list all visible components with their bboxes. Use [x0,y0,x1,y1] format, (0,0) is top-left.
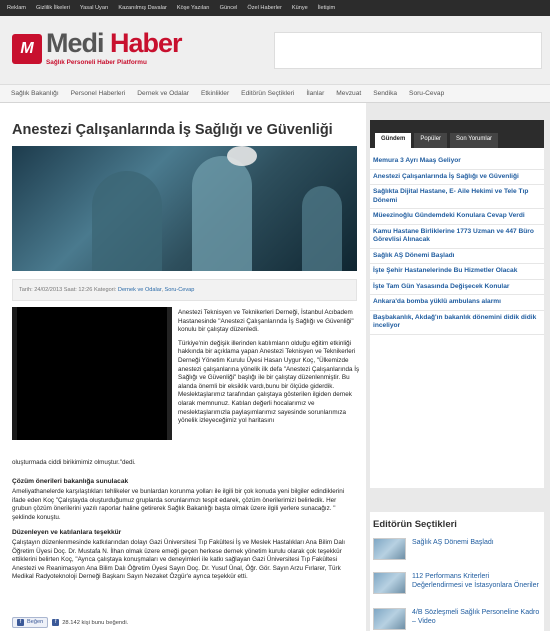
top-link-kose[interactable]: Köşe Yazıları [176,5,210,11]
top-link-yasal[interactable]: Yasal Uyarı [79,5,109,11]
top-link-reklam[interactable]: Reklam [7,5,26,11]
nav-item-personel[interactable]: Personel Haberleri [70,90,126,97]
top-link-kunye[interactable]: Künye [291,5,308,11]
editor-pick-item[interactable] [373,608,541,630]
logo-mark-icon: M [12,34,42,64]
facebook-icon: f [52,619,59,626]
nav-item-saglik-bakanligi[interactable]: Sağlık Bakanlığı [11,90,59,97]
meta-category-soru[interactable]: Soru-Cevap [164,287,195,293]
article-video-player[interactable] [12,307,172,440]
list-item[interactable]: Kamu Hastane Birliklerine 1773 Uzman ve 447 Büro Görevlisi Alınacak [370,225,544,249]
logo-subtitle: Sağlık Personeli Haber Platformu [46,59,147,66]
article-paragraph: Anestezi Teknisyen ve Teknikerleri Derneği, İstanbul Acıbadem Hastanesinde "Anestezi Çalışanlarında İş Sağlığı ve Güvenliği" konulu bir çalıştay düzenledi. [178,309,354,334]
article-subheading: Çözüm önerileri bakanlığa sunulacak [12,478,129,485]
like-button[interactable]: f Beğen [12,617,48,628]
sidebar-tabs [370,120,544,148]
facebook-icon: f [17,619,24,626]
nav-item-etkinlikler[interactable]: Etkinlikler [200,90,230,97]
top-link-ozel[interactable]: Özel Haberler [247,5,282,11]
article-body-intro [178,309,360,431]
nav-item-soru-cevap[interactable]: Soru-Cevap [409,90,445,97]
list-item[interactable]: Anestezi Çalışanlarında İş Sağlığı ve Güvenliği [370,170,544,186]
article-paragraph: Türkiye'nin değişik illerinden katılımların olduğu eğitim etkinliği hakkında bir açıklama yapan Anestezi Teknisyen ve Teknikerleri Derneği Yönetim Kurulu Üyesi Hasan Uygur Koç, "Ülkemizde anestezi çalışanlarına yönelik ilk defa "Anestezi Çalışanlarında İş Sağlığı ve Güvenliği" başlığı ile bir çalıştay düzenlenmiştir. Bu alanda önemli bir eksiklik vardı,bunu bir ölçüde giderdik. Meslektaşlarımız tarafından çalıştaya gösterilen ilgiden dernek olarak memnunuz. Katılan değerli hocalarımız ve meslektaşlarımızla paylaşımlarımız sayesinde sorunlarımıza yönelik izleyeceğimiz yol haritasını [178,339,360,425]
editor-pick-thumbnail[interactable] [373,608,406,630]
tab-gundem[interactable]: Gündem [375,133,411,148]
nav-item-mevzuat[interactable]: Mevzuat [336,90,362,97]
editor-pick-thumbnail[interactable] [373,538,406,560]
nav-item-sendika[interactable]: Sendika [373,90,398,97]
article-paragraph: Ameliyathanelerde karşılaştıkları tehlikeler ve bunlardan korunma yolları ile ilgili bir çok konuda yeni bilgiler edindiklerini ifade eden Koç "Çalıştayda oluşturduğumuz gruplarda sorunlarımızı tespit edarek, çözüm önerilerimizi belirledik. Her grubun çözüm önerilerini yazılı raporlar haline getirerek Sağlık Bakanlığı başta olmak üzere ilgili yerlere sunacağız. " şeklinde konuştu. [12,488,345,521]
list-item[interactable]: Başbakanlık, Akdağ'ın bakanlık dönemini didik didik inceliyor [370,311,544,335]
logo-text [46,28,182,59]
site-header [0,16,550,84]
list-item[interactable]: Müeezinoğlu Gündemdeki Konulara Cevap Verdi [370,209,544,225]
top-link-iletisim[interactable]: İletişim [317,5,336,11]
meta-category-dernek[interactable]: Dernek ve Odalar [117,287,162,293]
list-item[interactable]: Ankara'da bomba yüklü ambulans alarmı [370,295,544,311]
logo-haber: Haber [103,28,182,58]
editor-pick-item[interactable] [373,572,541,594]
nav-item-ilanlar[interactable]: İlanlar [306,90,325,97]
meta-date: Tarih: 24/02/2013 Saat: 12:26 Kategori: [19,287,118,293]
like-count: 28.142 kişi bunu beğendi. [62,619,129,626]
nav-item-editor[interactable]: Editörün Seçtikleri [241,90,295,97]
list-item[interactable]: Sağlıkta Dijital Hastane, E- Aile Hekimi ve Tele Tıp Dönemi [370,185,544,209]
top-link-gizlilik[interactable]: Gizlilik İlkeleri [35,5,70,11]
top-link-guncel[interactable]: Güncel [219,5,238,11]
header-ad-slot [274,32,542,69]
editor-picks-widget [370,512,544,631]
sidebar-news-list [370,154,544,335]
main-nav [0,84,550,103]
article-meta: Tarih: 24/02/2013 Saat: 12:26 Kategori: Dernek ve Odalar, Soru-Cevap [12,279,357,301]
tab-son-yorumlar[interactable]: Son Yorumlar [450,133,498,148]
logo-medi: Medi [46,28,104,58]
article-paragraph: Çalıştayın düzenlenmesinde katkılarından dolayı Gazi Üniversitesi Tıp Fakültesi İş ve Meslek Hastalıkları Ana Bilim Dalı Öğretim Üyesi Doç. Dr. Mustafa N. İlhan olmak üzere emeği geçen herkese dernek yönetim kurulu olarak çok teşekkür ettiklerini belirten Koç, "Ayrıca çalıştaya konuşmaları ve deneyimleri ile katkı sağlayan Gazi Üniversitesi Tıp Fakültesi Anestezi ve Reanimasyon Ana Bilim Dalı Öğretim Üyesi Sayın Doç. Dr. Yusuf Ünal, Öğr. Gör. Sayın Arzu Fırlarer, Türk Medikal Radyoteknoloji Derneği Başkanı Sayın Nezaket Özgür'e ayrıca teşekkür etti. [12,539,346,581]
article-title: Anestezi Çalışanlarında İş Sağlığı ve Güvenliği [12,122,333,138]
list-item[interactable]: Sağlık AŞ Dönemi Başladı [370,249,544,265]
article-subheading: Düzenleyen ve katılanlara teşekkür [12,529,122,536]
editor-pick-item[interactable] [373,538,541,560]
list-item[interactable]: İşte Şehir Hastanelerinde Bu Hizmetler Olacak [370,264,544,280]
sidebar-news-widget [370,120,544,488]
top-links-bar [0,0,550,16]
article-hero-image [12,146,357,271]
list-item[interactable]: İşte Tam Gün Yasasında Değişecek Konular [370,280,544,296]
editor-pick-title[interactable]: 112 Performans Kriterleri Değerlendirmesi ve İstasyonlara Öneriler [412,573,539,589]
nav-item-dernek[interactable]: Dernek ve Odalar [137,90,189,97]
editor-pick-title[interactable]: Sağlık AŞ Dönemi Başladı [412,539,494,546]
top-link-davalar[interactable]: Kazanılmış Davalar [118,5,167,11]
editor-pick-title[interactable]: 4/B Sözleşmeli Sağlık Personeline Kadro – Video [412,609,540,625]
facebook-like-row [12,617,128,628]
site-logo[interactable] [12,28,212,84]
list-item[interactable]: Memura 3 Ayrı Maaş Geliyor [370,154,544,170]
article-container [0,103,366,631]
editor-picks-title: Editörün Seçtikleri [373,519,457,530]
tab-populer[interactable]: Popüler [414,133,447,148]
article-paragraph: oluşturmada ciddi birikimimiz olmuştur."dedi. [12,459,136,466]
editor-pick-thumbnail[interactable] [373,572,406,594]
